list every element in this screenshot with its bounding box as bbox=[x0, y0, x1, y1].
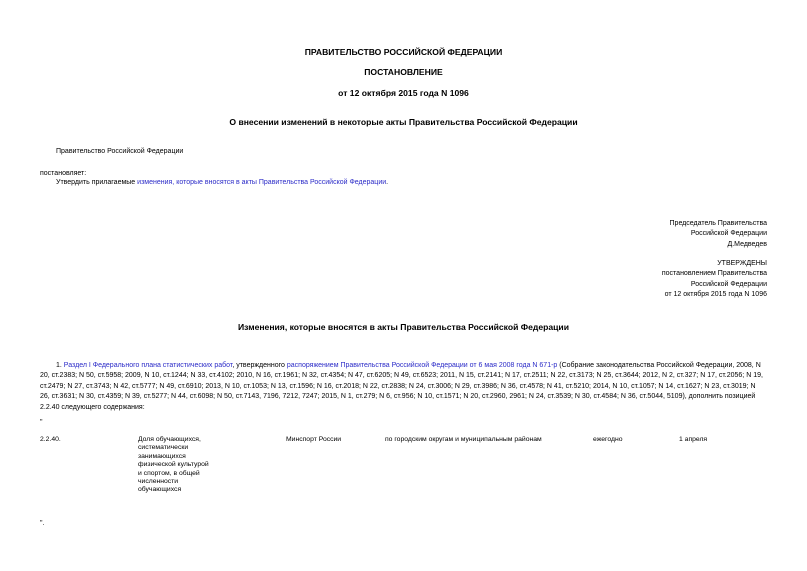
signature-line1: Председатель Правительства bbox=[669, 220, 767, 227]
row-frequency: ежегодно bbox=[593, 436, 623, 443]
approved-line1: УТВЕРЖДЕНЫ bbox=[717, 260, 767, 267]
preamble-government: Правительство Российской Федерации bbox=[56, 148, 184, 155]
item-1-link-order[interactable]: распоряжением Правительства Российской Федерации от 6 мая 2008 года N 671-р bbox=[286, 362, 558, 369]
approved-line2: постановлением Правительства bbox=[661, 270, 767, 278]
signature-line2: Российской Федерации bbox=[690, 230, 767, 238]
doc-type: ПОСТАНОВЛЕНИЕ bbox=[364, 67, 443, 77]
preamble-approve bbox=[56, 179, 388, 188]
preamble-resolves: постановляет: bbox=[40, 170, 87, 177]
approved-block bbox=[662, 259, 767, 301]
quote-open: " bbox=[40, 419, 43, 426]
row-deadline: 1 апреля bbox=[679, 436, 708, 443]
item-1-number: 1. bbox=[56, 362, 64, 369]
quote-close: ". bbox=[40, 520, 45, 527]
doc-date: от 12 октября 2015 года N 1096 bbox=[338, 88, 469, 98]
item-1-text1: , утвержденного bbox=[232, 362, 287, 369]
approve-link[interactable]: изменения, которые вносятся в акты Правительства Российской Федерации bbox=[137, 179, 387, 186]
row-breakdown: по городским округам и муниципальным районам bbox=[385, 436, 542, 443]
row-code: 2.2.40. bbox=[40, 436, 61, 443]
signature-line3: Д.Медведев bbox=[727, 240, 767, 248]
item-1-paragraph bbox=[40, 361, 767, 413]
row-indicator: Доля обучающихся, систематически занимающихся физической культурой и спортом, в общей численности обучающихся bbox=[138, 436, 209, 494]
row-agency: Минспорт России bbox=[286, 436, 342, 443]
signature-block bbox=[670, 219, 767, 250]
item-1-link-plan[interactable]: Раздел I Федерального плана статистических работ bbox=[63, 362, 233, 369]
doc-title: О внесении изменений в некоторые акты Правительства Российской Федерации bbox=[229, 117, 578, 127]
item-1-text2: (Собрание законодательства Российской Федерации, 2008, N 20, ст.2383; N 50, ст.5958; 2009, N 10, ст.1244; N 33, ст.4102; 2010, N 16, ст.1961; N 32, ст.4354; N 47, ст.6205; N 49, ст.6523; 2011, N 15, ст.2141; N 17, ст.2511; N 22, ст.3173; N 25, ст.3644; 2012, N 2, ст.327; N 17, ст.2056; N 19, ст.2479; N 27, ст.3743; N 42, ст.5777; N 49, ст.6910; 2013, N 10, ст.1053; N 13, ст.1596; N 16, ст.2018; N 22, ст.2838; N 24, ст.3006; N 29, ст.3986; N 36, ст.4578; N 41, ст.5210; 2014, N 10, ст.1057; N 14, ст.1627; N 23, ст.3019; N 26, ст.3631; N 30, ст.4359; N 39, ст.5277; N 44, ст.6098; N 50, ст.7143, 7196, 7212, 7247; 2015, N 1, ст.279; N 6, ст.956; N 10, ст.1571; N 20, ст.2960, 2961; N 24, ст.3539; N 30, ст.4584; N 36, ст.5044, 5109), дополнить позицией 2.2.40 следующего содержания: bbox=[40, 362, 763, 411]
approved-line3: Российской Федерации bbox=[690, 280, 767, 288]
approved-line4: от 12 октября 2015 года N 1096 bbox=[664, 291, 767, 299]
approve-prefix: Утвердить прилагаемые bbox=[56, 179, 138, 186]
changes-title: Изменения, которые вносятся в акты Правительства Российской Федерации bbox=[237, 322, 569, 332]
approve-suffix: . bbox=[386, 179, 389, 186]
gov-heading: ПРАВИТЕЛЬСТВО РОССИЙСКОЙ ФЕДЕРАЦИИ bbox=[304, 47, 503, 57]
